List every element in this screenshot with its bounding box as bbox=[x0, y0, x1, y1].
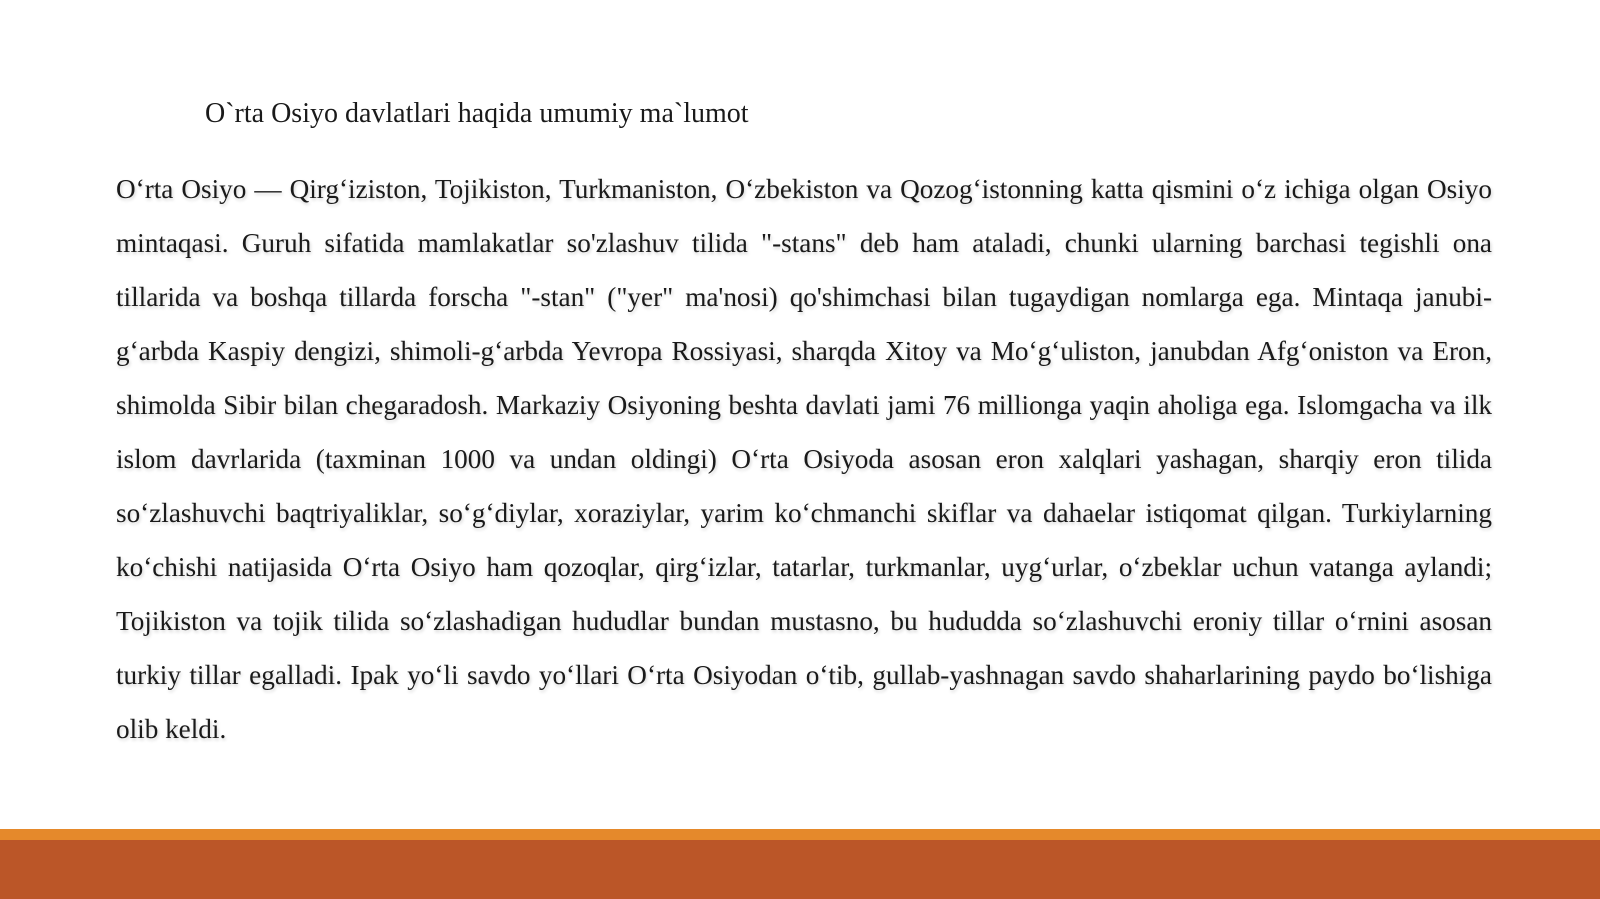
footer-accent-stripe bbox=[0, 829, 1600, 840]
slide-title: O`rta Osiyo davlatlari haqida umumiy ma`lumot bbox=[205, 98, 749, 129]
footer-bar bbox=[0, 829, 1600, 899]
slide-body-text: O‘rta Osiyo — Qirg‘iziston, Tojikiston, Turkmaniston, O‘zbekiston va Qozog‘istonning katta qismini o‘z ichiga olgan Osiyo mintaqasi. Guruh sifatida mamlakatlar so'zlashuv tilida "-stans" deb ham ataladi, chunki ularning barchasi tegishli ona tillarida va boshqa tillarda forscha "-stan" ("yer" ma'nosi) qo'shimchasi bilan tugaydigan nomlarga ega. Mintaqa janubi-g‘arbda Kaspiy dengizi, shimoli-g‘arbda Yevropa Rossiyasi, sharqda Xitoy va Mo‘g‘uliston, janubdan Afg‘oniston va Eron, shimolda Sibir bilan chegaradosh. Markaziy Osiyoning beshta davlati jami 76 millionga yaqin aholiga ega. Islomgacha va ilk islom davrlarida (taxminan 1000 va undan oldingi) O‘rta Osiyoda asosan eron xalqlari yashagan, sharqiy eron tilida so‘zlashuvchi baqtriyaliklar, so‘g‘diylar, xoraziylar, yarim ko‘chmanchi skiflar va dahaelar istiqomat qilgan. Turkiylarning ko‘chishi natijasida O‘rta Osiyo ham qozoqlar, qirg‘izlar, tatarlar, turkmanlar, uyg‘urlar, o‘zbeklar uchun vatanga aylandi; Tojikiston va tojik tilida so‘zlashadigan hududlar bundan mustasno, bu hududda so‘zlashuvchi eroniy tillar o‘rnini asosan turkiy tillar egalladi. Ipak yo‘li savdo yo‘llari O‘rta Osiyodan o‘tib, gullab-yashnagan savdo shaharlarining paydo bo‘lishiga olib keldi. bbox=[116, 174, 1492, 744]
footer-main-band bbox=[0, 840, 1600, 899]
